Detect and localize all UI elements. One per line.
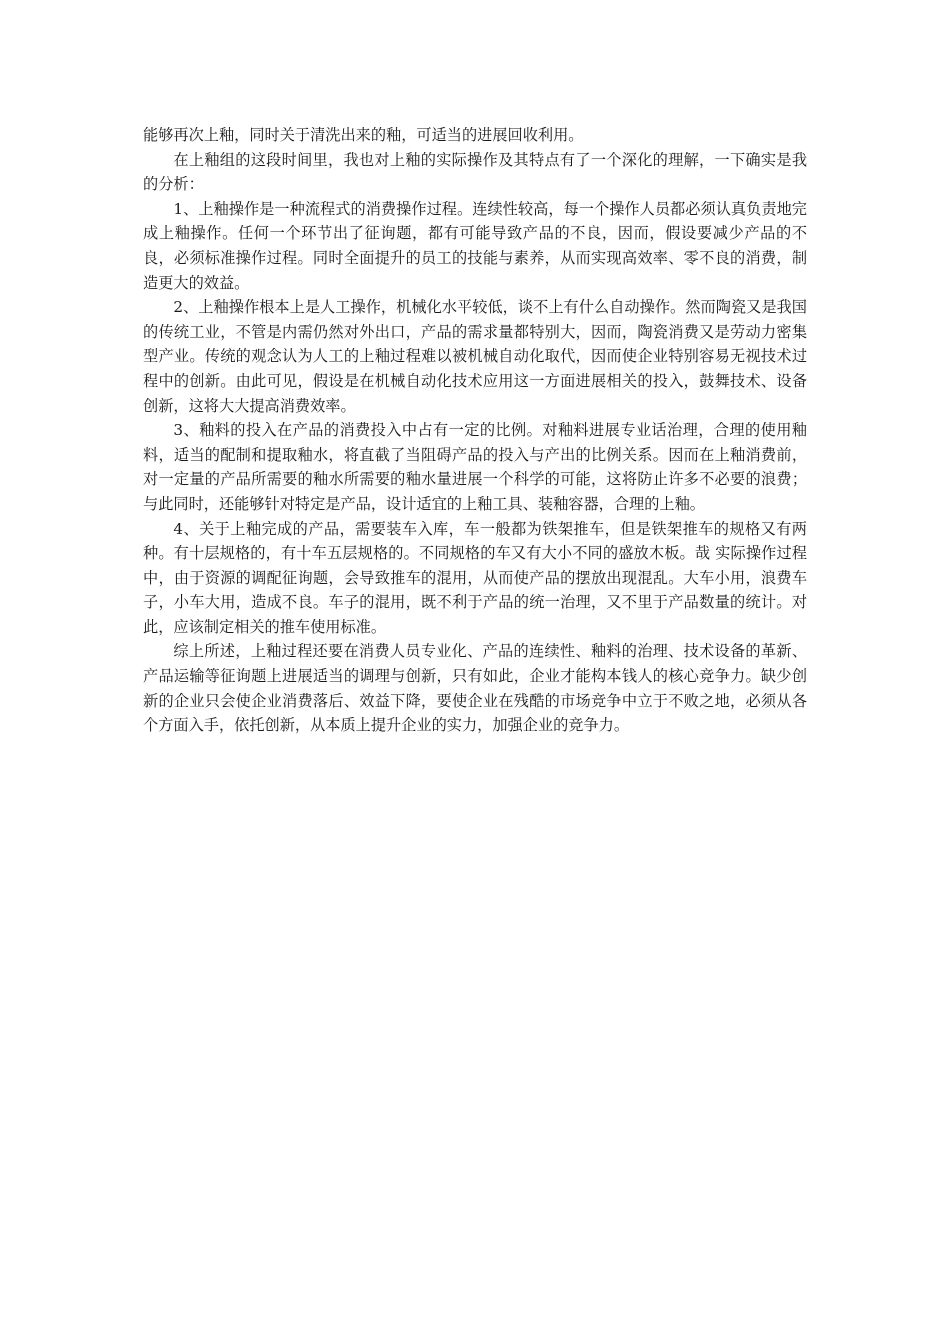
paragraph-point-1: 1、上釉操作是一种流程式的消费操作过程。连续性较高，每一个操作人员都必须认真负责地完成上釉操作。任何一个环节出了征询题，都有可能导致产品的不良，因而，假设要减少产品的不良，必须标准操作过程。同时全面提升的员工的技能与素养，从而实现高效率、零不良的消费，制造更大的效益。	[143, 199, 807, 292]
paragraph-point-3: 3、釉料的投入在产品的消费投入中占有一定的比例。对釉料进展专业话治理，合理的使用釉料，适当的配制和提取釉水，将直截了当阻碍产品的投入与产出的比例关系。因而在上釉消费前，对一定量的产品所需要的釉水所需要的釉水量进展一个科学的可能，这将防止许多不必要的浪费；与此同时，还能够针对特定是产品，设计适宜的上釉工具、装釉容器，合理的上釉。	[143, 421, 807, 513]
document-body	[143, 123, 807, 738]
paragraph-point-2: 2、上釉操作根本上是人工操作，机械化水平较低，谈不上有什么自动操作。然而陶瓷又是我国的传统工业，不管是内需仍然对外出口，产品的需求量都特别大，因而，陶瓷消费又是劳动力密集型产业。传统的观念认为人工的上釉过程难以被机械自动化取代，因而使企业特别容易无视技术过程中的创新。由此可见，假设是在机械自动化技术应用这一方面进展相关的投入，鼓舞技术、设备创新，这将大大提高消费效率。	[143, 298, 807, 415]
paragraph-intro-analysis: 在上釉组的这段时间里，我也对上釉的实际操作及其特点有了一个深化的理解，一下确实是我的分析：	[143, 150, 807, 194]
paragraph-point-4: 4、关于上釉完成的产品，需要装车入库，车一般都为铁架推车，但是铁架推车的规格又有两种。有十层规格的，有十车五层规格的。不同规格的车又有大小不同的盛放木板。哉 实际操作过程中，由于资源的调配征询题，会导致推车的混用，从而使产品的摆放出现混乱。大车小用，浪费车子，小车大用，造成不良。车子的混用，既不利于产品的统一治理，又不里于产品数量的统计。对此，应该制定相关的推车使用标准。	[143, 519, 807, 636]
paragraph-conclusion: 综上所述，上釉过程还要在消费人员专业化、产品的连续性、釉料的治理、技术设备的革新、产品运输等征询题上进展适当的调理与创新，只有如此，企业才能构本钱人的核心竞争力。缺少创新的企业只会使企业消费落后、效益下降，要使企业在残酷的市场竞争中立于不败之地，必须从各个方面入手，依托创新，从本质上提升企业的实力，加强企业的竞争力。	[143, 642, 807, 735]
paragraph-continuation: 能够再次上釉，同时关于清洗出来的釉，可适当的进展回收利用。	[143, 126, 584, 144]
